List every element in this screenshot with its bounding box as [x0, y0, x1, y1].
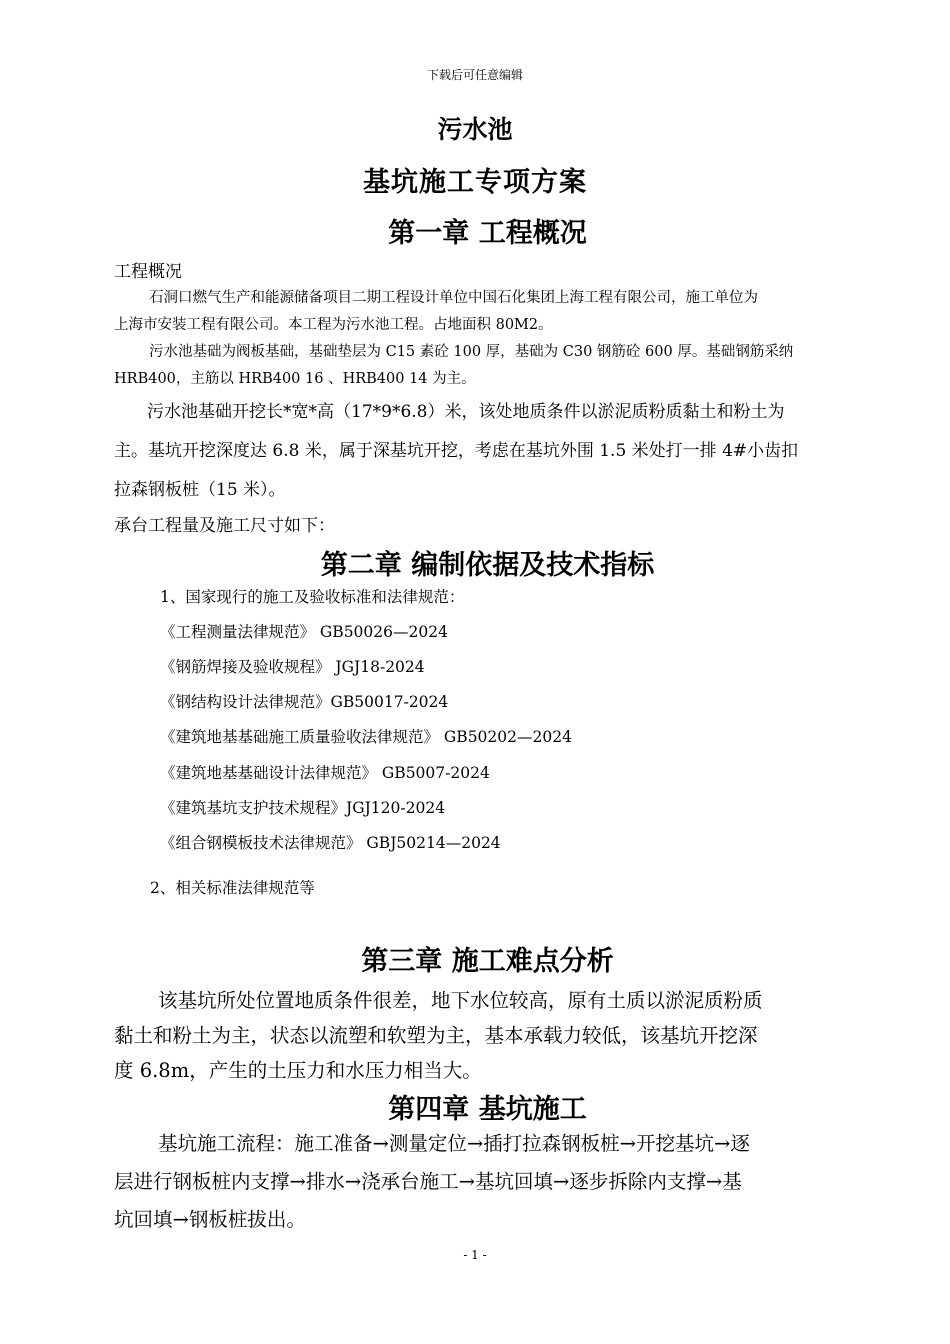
- chapter-2-heading: 第二章 编制依据及技术指标: [320, 550, 655, 581]
- reference-item: 《钢筋焊接及验收规程》 JGJ18-2024: [160, 658, 425, 676]
- paragraph-line: 坑回填→钢板桩拔出。: [114, 1208, 306, 1231]
- paragraph-line: HRB400，主筋以 HRB400 16 、HRB400 14 为主。: [114, 371, 476, 387]
- paragraph-line: 层进行钢板桩内支撑→排水→浇承台施工→基坑回填→逐步拆除内支撑→基: [114, 1170, 742, 1193]
- chapter-3-heading: 第三章 施工难点分析: [361, 946, 614, 977]
- reference-item: 《组合钢模板技术法律规范》 GBJ50214—2024: [160, 834, 501, 852]
- paragraph-line: 主。基坑开挖深度达 6.8 米，属于深基坑开挖，考虑在基坑外围 1.5 米处打一排 4#小齿扣: [114, 441, 799, 461]
- reference-item: 《钢结构设计法律规范》GB50017-2024: [160, 693, 449, 711]
- list-item: 1、国家现行的施工及验收标准和法律规范：: [160, 588, 465, 606]
- reference-item: 《建筑基坑支护技术规程》JGJ120-2024: [160, 799, 446, 817]
- paragraph-line: 该基坑所处位置地质条件很差，地下水位较高，原有土质以淤泥质粉质: [158, 989, 763, 1012]
- paragraph-line: 承台工程量及施工尺寸如下：: [114, 516, 335, 536]
- document-subtitle: 基坑施工专项方案: [363, 167, 587, 198]
- paragraph-line: 上海市安装工程有限公司。本工程为污水池工程。占地面积 80M2。: [114, 317, 553, 333]
- paragraph-line: 拉森钢板桩（15 米）。: [114, 480, 286, 500]
- chapter-4-heading: 第四章 基坑施工: [388, 1094, 587, 1125]
- list-item: 2、相关标准法律规范等: [150, 879, 315, 897]
- paragraph-line: 污水池基础为阀板基础，基础垫层为 C15 素砼 100 厚，基础为 C30 钢筋砼 600 厚。基础钢筋采纳: [149, 344, 794, 360]
- paragraph-line: 基坑施工流程：施工准备→测量定位→插打拉森钢板桩→开挖基坑→逐: [158, 1132, 750, 1155]
- chapter-1-heading: 第一章 工程概况: [388, 218, 587, 249]
- page-header: 下载后可任意编辑: [426, 68, 523, 82]
- reference-item: 《建筑地基基础施工质量验收法律规范》 GB50202—2024: [160, 728, 572, 746]
- page-number: - 1 -: [463, 1248, 487, 1262]
- chapter-1-subheading: 工程概况: [114, 262, 182, 282]
- paragraph-line: 污水池基础开挖长*宽*高（17*9*6.8）米，该处地质条件以淤泥质粉质黏土和粉土为: [147, 402, 785, 422]
- reference-item: 《建筑地基基础设计法律规范》 GB5007-2024: [160, 764, 490, 782]
- paragraph-line: 黏土和粉土为主，状态以流塑和软塑为主，基本承载力较低，该基坑开挖深: [114, 1024, 758, 1047]
- document-title: 污水池: [437, 115, 513, 144]
- reference-item: 《工程测量法律规范》 GB50026—2024: [160, 623, 448, 641]
- paragraph-line: 度 6.8m，产生的土压力和水压力相当大。: [114, 1059, 482, 1082]
- paragraph-line: 石洞口燃气生产和能源储备项目二期工程设计单位中国石化集团上海工程有限公司，施工单位为: [149, 290, 758, 306]
